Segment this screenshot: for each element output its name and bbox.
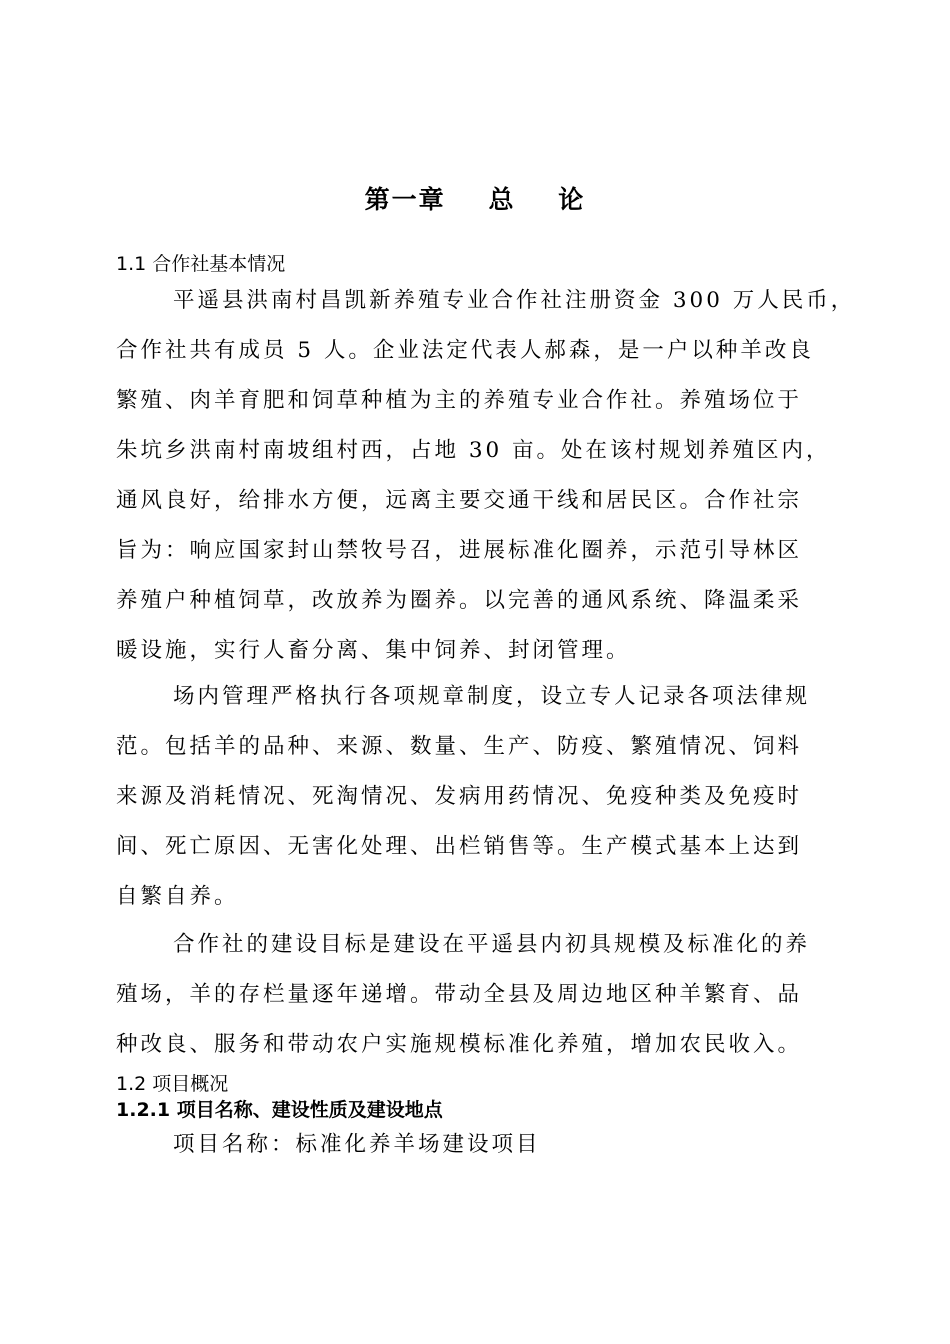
section-1-1-heading: 1.1 合作社基本情况 [116,253,286,275]
chapter-title: 第一章 总 论 [364,185,586,214]
paragraph-line: 合作社共有成员 5 人。企业法定代表人郝森，是一户以种羊改良 [116,338,814,363]
paragraph-line: 场内管理严格执行各项规章制度，设立专人记录各项法律规 [173,684,811,709]
paragraph-line: 平遥县洪南村昌凯新养殖专业合作社注册资金 300 万人民币， [173,288,856,313]
paragraph-line: 来源及消耗情况、死淘情况、发病用药情况、免疫种类及免疫时 [116,784,803,809]
paragraph-line: 范。包括羊的品种、来源、数量、生产、防疫、繁殖情况、饲料 [116,734,803,759]
paragraph-line: 暖设施，实行人畜分离、集中饲养、封闭管理。 [116,638,631,663]
paragraph-line: 繁殖、肉羊育肥和饲草种植为主的养殖专业合作社。养殖场位于 [116,388,803,413]
paragraph-line: 朱坑乡洪南村南坡组村西，占地 30 亩。处在该村规划养殖区内， [116,438,831,463]
paragraph-line: 通风良好，给排水方便，远离主要交通干线和居民区。合作社宗 [116,488,803,513]
section-1-2-1-heading: 1.2.1 项目名称、建设性质及建设地点 [116,1099,443,1121]
project-name-paragraph [116,1120,850,1170]
paragraph-line: 间、死亡原因、无害化处理、出栏销售等。生产模式基本上达到 [116,834,803,859]
paragraph-line: 旨为：响应国家封山禁牧号召，进展标准化圈养，示范引导林区 [116,538,803,563]
section-1-2-heading: 1.2 项目概况 [116,1073,229,1095]
paragraph-1 [116,276,856,676]
paragraph-line: 自繁自养。 [116,884,239,909]
paragraph-line: 种改良、服务和带动农户实施规模标准化养殖，增加农民收入。 [116,1032,803,1057]
paragraph-2 [116,672,850,922]
paragraph-line: 项目名称：标准化养羊场建设项目 [173,1132,541,1157]
paragraph-line: 殖场，羊的存栏量逐年递增。带动全县及周边地区种羊繁育、品 [116,982,803,1007]
paragraph-3 [116,920,850,1070]
paragraph-line: 养殖户种植饲草，改放养为圈养。以完善的通风系统、降温柔采 [116,588,803,613]
paragraph-line: 合作社的建设目标是建设在平遥县内初具规模及标准化的养 [173,932,811,957]
